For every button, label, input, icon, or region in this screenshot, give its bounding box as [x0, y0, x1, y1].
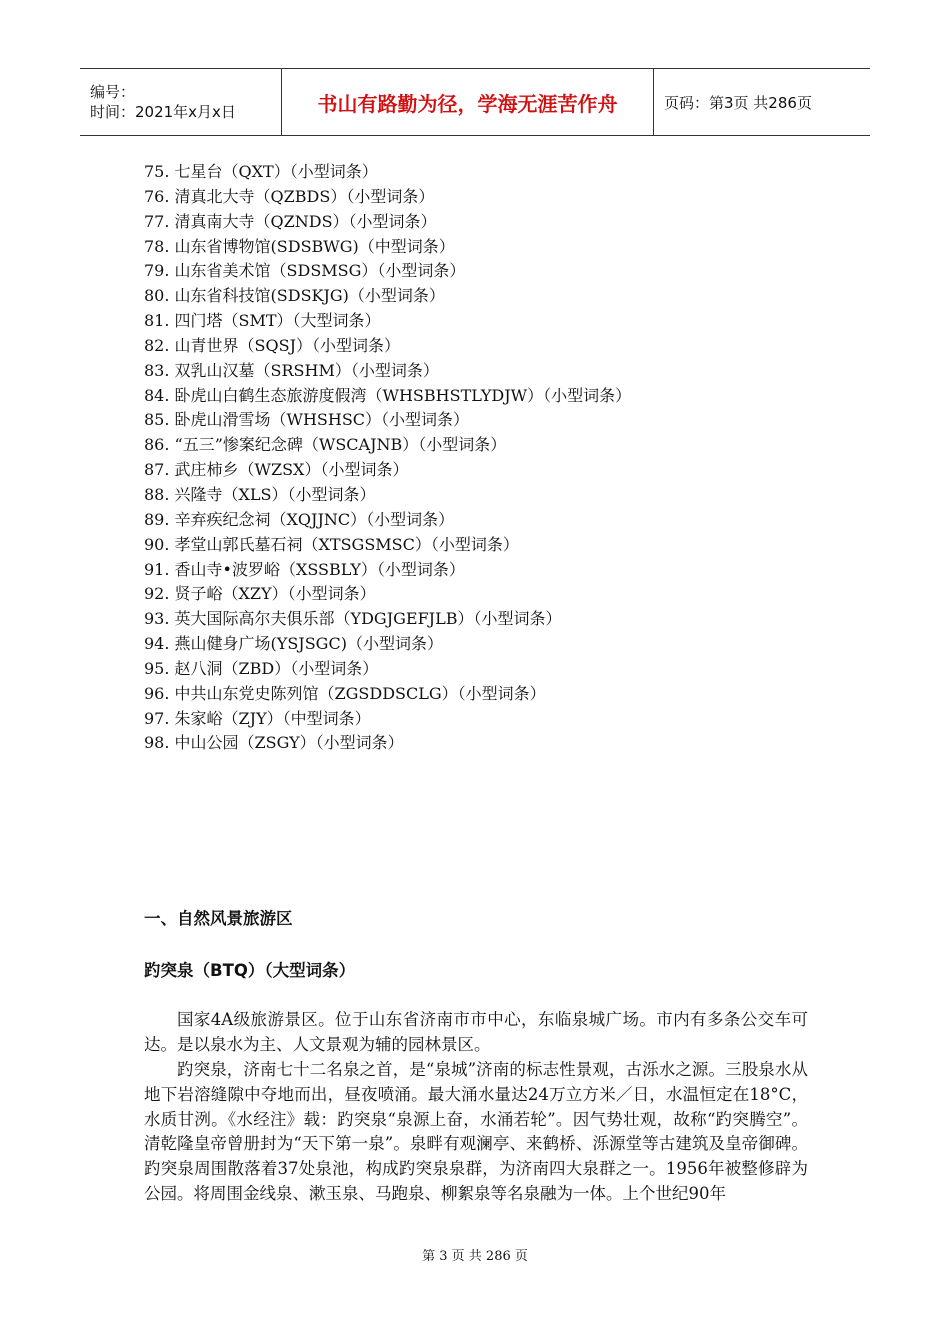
header-motto: 书山有路勤为径，学海无涯苦作舟 — [282, 69, 654, 135]
entry-list — [144, 160, 631, 756]
list-item: 80. 山东省科技馆(SDSKJG)（小型词条） — [144, 286, 445, 306]
list-item: 82. 山青世界（SQSJ）（小型词条） — [144, 335, 400, 355]
list-item: 90. 孝堂山郭氏墓石祠（XTSGSMSC）（小型词条） — [144, 534, 519, 554]
list-item: 98. 中山公园（ZSGY）（小型词条） — [144, 733, 404, 753]
list-item: 85. 卧虎山滑雪场（WHSHSC）（小型词条） — [144, 410, 470, 430]
list-item: 91. 香山寺•波罗峪（XSSBLY）（小型词条） — [144, 559, 465, 579]
section-heading: 一、自然风景旅游区 — [144, 909, 293, 928]
header-page-info: 页码：第3页 共286页 — [664, 93, 812, 112]
page-header — [80, 68, 870, 136]
list-item: 96. 中共山东党史陈列馆（ZGSDDSCLG）（小型词条） — [144, 683, 546, 703]
list-item: 77. 清真南大寺（QZNDS）（小型词条） — [144, 211, 437, 231]
list-item: 92. 贤子峪（XZY）（小型词条） — [144, 584, 376, 604]
list-item: 87. 武庄柿乡（WZSX）（小型词条） — [144, 460, 409, 480]
list-item: 88. 兴隆寺（XLS）（小型词条） — [144, 484, 376, 504]
list-item: 94. 燕山健身广场(YSJSGC)（小型词条） — [144, 634, 443, 654]
page-footer: 第 3 页 共 286 页 — [422, 1249, 528, 1264]
list-item: 83. 双乳山汉墓（SRSHM）（小型词条） — [144, 360, 439, 380]
header-meta — [80, 69, 282, 135]
list-item: 95. 赵八洞（ZBD）（小型词条） — [144, 658, 379, 678]
list-item: 79. 山东省美术馆（SDSMSG）（小型词条） — [144, 261, 466, 281]
body-paragraph: 趵突泉，济南七十二名泉之首，是“泉城”济南的标志性景观，古泺水之源。三股泉水从地下岩溶缝隙中夺地而出，昼夜喷涌。最大涌水量达24万立方米／日，水温恒定在18°C，水质甘洌。《水经注》载：趵突泉“泉源上奋，水涌若轮”。因气势壮观，故称“趵突腾空”。清乾隆皇帝曾册封为“天下第一泉”。泉畔有观澜亭、来鹤桥、泺源堂等古建筑及皇帝御碑。趵突泉周围散落着37处泉池，构成趵突泉泉群，为济南四大泉群之一。1956年被整修辟为公园。将周围金线泉、漱玉泉、马跑泉、柳絮泉等名泉融为一体。上个世纪90年 — [144, 1060, 808, 1203]
list-item: 75. 七星台（QXT）（小型词条） — [144, 162, 378, 181]
time-label: 时间：2021年x月x日 — [90, 103, 236, 121]
list-item: 81. 四门塔（SMT）（大型词条） — [144, 311, 381, 331]
list-item: 97. 朱家峪（ZJY）（中型词条） — [144, 708, 371, 728]
body-paragraph: 国家4A级旅游景区。位于山东省济南市市中心，东临泉城广场。市内有多条公交车可达。是以泉水为主、人文景观为辅的园林景区。 — [144, 1010, 808, 1054]
list-item: 86. “五三”惨案纪念碑（WSCAJNB）（小型词条） — [144, 435, 507, 455]
list-item: 78. 山东省博物馆(SDSBWG)（中型词条） — [144, 236, 455, 256]
list-item: 89. 辛弃疾纪念祠（XQJJNC）（小型词条） — [144, 509, 455, 529]
number-label: 编号： — [90, 83, 136, 101]
list-item: 93. 英大国际高尔夫俱乐部（YDGJGEFJLB）（小型词条） — [144, 609, 562, 629]
entry-heading: 趵突泉（BTQ）（大型词条） — [144, 961, 356, 980]
list-item: 84. 卧虎山白鹤生态旅游度假湾（WHSBHSTLYDJW）（小型词条） — [144, 385, 632, 405]
list-item: 76. 清真北大寺（QZBDS）（小型词条） — [144, 186, 435, 206]
